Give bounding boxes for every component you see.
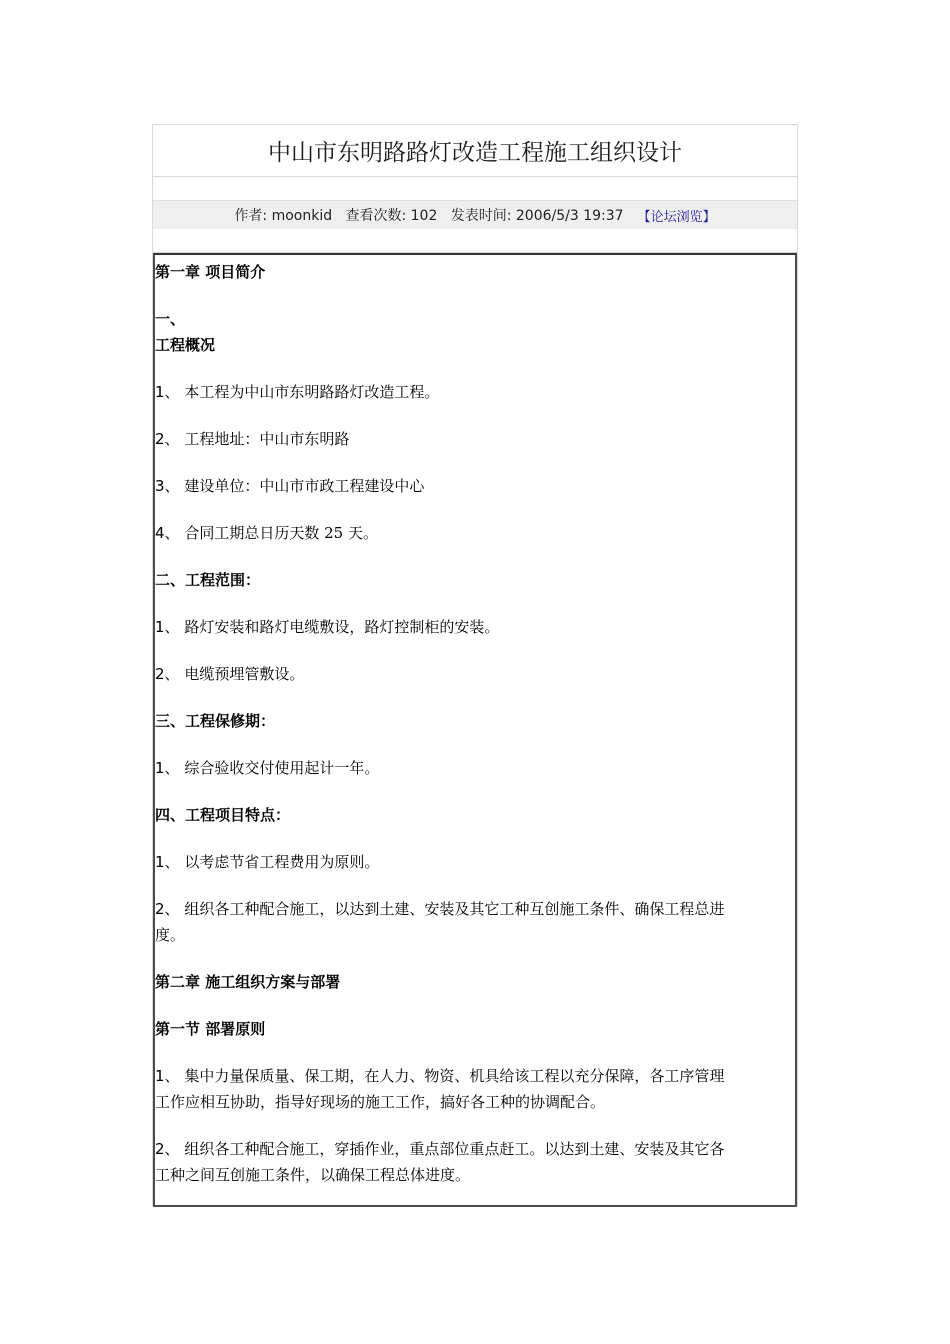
list-item: 1、 综合验收交付使用起计一年。 <box>155 759 380 777</box>
list-item: 2、 工程地址：中山市东明路 <box>155 430 350 448</box>
list-item: 2、 组织各工种配合施工，穿插作业，重点部位重点赶工。以达到土建、安装及其它各 <box>155 1140 725 1158</box>
chapter-heading: 第一章 项目简介 <box>155 263 266 281</box>
page-title: 中山市东明路路灯改造工程施工组织设计 <box>268 140 682 166</box>
blank-row <box>153 229 797 253</box>
list-item-continuation: 工作应相互协助，指导好现场的施工工作，搞好各工种的协调配合。 <box>155 1093 606 1111</box>
meta-row <box>153 201 797 229</box>
list-item: 3、 建设单位：中山市市政工程建设中心 <box>155 477 425 495</box>
list-item: 2、 组织各工种配合施工，以达到土建、安装及其它工种互创施工条件、确保工程总进 <box>155 900 725 918</box>
title-row <box>153 125 797 177</box>
article-content <box>153 253 797 1207</box>
section-heading: 一、 <box>155 310 186 328</box>
section-heading: 二、工程范围： <box>155 571 261 589</box>
list-item-continuation: 度。 <box>155 926 186 944</box>
chapter-heading: 第二章 施工组织方案与部署 <box>155 973 341 991</box>
list-item: 1、 集中力量保质量、保工期，在人力、物资、机具给该工程以充分保障，各工序管理 <box>155 1067 725 1085</box>
forum-browse-link[interactable]: 【论坛浏览】 <box>637 209 716 225</box>
post-time: 发表时间: 2006/5/3 19:37 <box>450 208 624 224</box>
list-item: 1、 以考虑节省工程费用为原则。 <box>155 853 380 871</box>
section-heading: 工程概况 <box>155 336 216 354</box>
spacer-row <box>153 177 797 201</box>
section-heading: 四、工程项目特点： <box>155 806 291 824</box>
list-item-continuation: 工种之间互创施工条件，以确保工程总体进度。 <box>155 1166 471 1184</box>
list-item: 1、 本工程为中山市东明路路灯改造工程。 <box>155 383 440 401</box>
view-count: 查看次数: 102 <box>345 208 438 224</box>
list-item: 4、 合同工期总日历天数 25 天。 <box>155 524 378 542</box>
list-item: 2、 电缆预埋管敷设。 <box>155 665 305 683</box>
section-heading: 第一节 部署原则 <box>155 1020 266 1038</box>
section-heading: 三、工程保修期： <box>155 712 276 730</box>
list-item: 1、 路灯安装和路灯电缆敷设，路灯控制柜的安装。 <box>155 618 500 636</box>
article-frame <box>152 124 798 1206</box>
author-info: 作者: moonkid <box>234 208 333 224</box>
